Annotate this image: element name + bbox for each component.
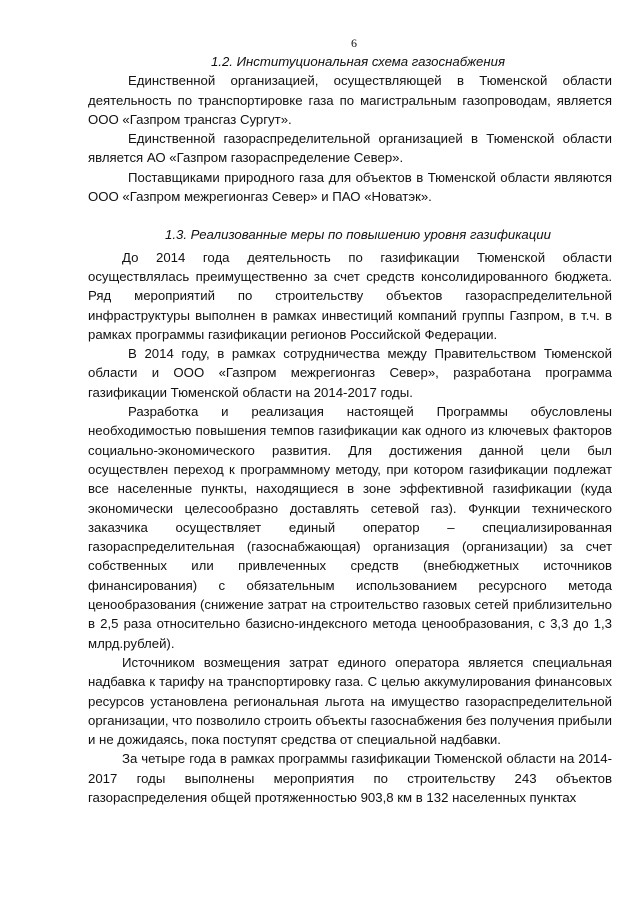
paragraph: Единственной газораспределительной организацией в Тюменской области является АО «Газпром газораспределение Север».: [88, 131, 612, 166]
page-number: 6: [351, 36, 357, 50]
paragraph: За четыре года в рамках программы газификации Тюменской области на 2014-2017 годы выполнены мероприятия по строительству 243 объектов газораспределения общей протяженностью 903,8 км в 132 населенных пунктах: [88, 751, 612, 805]
section-heading-institutional-scheme: 1.2. Институциональная схема газоснабжения: [210, 54, 506, 69]
paragraph: В 2014 году, в рамках сотрудничества между Правительством Тюменской области и ООО «Газпром межрегионгаз Север», разработана программа газификации Тюменской области на 2014-2017 годы.: [88, 346, 612, 400]
paragraph: Разработка и реализация настоящей Программы обусловлены необходимостью повышения темпов газификации как одного из ключевых факторов социально-экономического развития. Для достижения данной цели был осуществлен переход к программному методу, при котором газификации подлежат все населенные пункты, находящиеся в зоне эффективной газификации (куда экономически целесообразно доставлять сетевой газ). Функции технического заказчика осуществляет единый оператор – специализированная газораспределительная (газоснабжающая) организация (организации) за счет собственных или привлеченных средств (внебюджетных источников финансирования) с обязательным использованием ресурсного метода ценообразования (снижение затрат на строительство газовых сетей приблизительно в 2,5 раза относительно базисно-индексного метода ценообразования, с 3,3 до 1,3 млрд.рублей).: [88, 404, 612, 651]
section-heading-gasification-measures: 1.3. Реализованные меры по повышению уровня газификации: [165, 227, 551, 243]
paragraph: Источником возмещения затрат единого оператора является специальная надбавка к тарифу на транспортировку газа. С целью аккумулирования финансовых ресурсов установлена региональная льгота на имущество газораспределительной организации, что позволило строить объекты газоснабжения без получения прибыли и не дожидаясь, пока поступят средства от специальной надбавки.: [88, 654, 612, 748]
document-page: [88, 36, 612, 807]
paragraph: Поставщиками природного газа для объектов в Тюменской области являются ООО «Газпром межрегионгаз Север» и ПАО «Новатэк».: [88, 169, 612, 205]
paragraph: Единственной организацией, осуществляющей в Тюменской области деятельность по транспортировке газа по магистральным газопроводам, является ООО «Газпром трансгаз Сургут».: [88, 73, 612, 127]
paragraph: До 2014 года деятельность по газификации Тюменской области осуществлялась преимущественно за счет средств консолидированного бюджета. Ряд мероприятий по строительству объектов газораспределительной инфраструктуры выполнен в рамках инвестиций компаний группы Газпром, в т.ч. в рамках программы газификации регионов Российской Федерации.: [88, 249, 612, 342]
